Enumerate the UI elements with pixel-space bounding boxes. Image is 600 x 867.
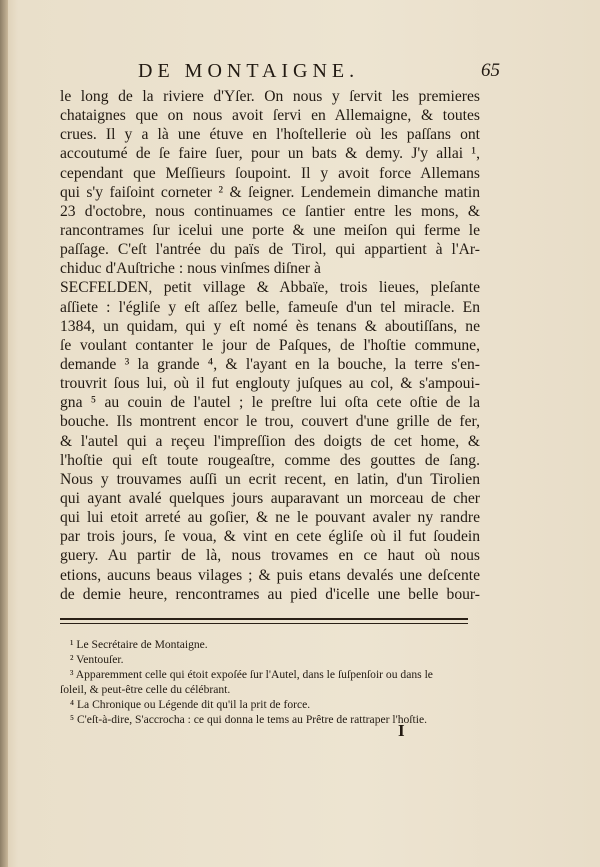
text-line: aſſiete : l'égliſe y eſt aſſez belle, fameuſe d'un tel miracle. En [60,298,480,316]
text-line: qui s'y faiſoint corneter ² & ſeigner. Lendemein dimanche matin [60,183,480,201]
text-line: accoutumé de ſe faire ſuer, pour un bats & demy. J'y allai ¹, [60,145,480,163]
page-number: 65 [481,60,500,81]
footnote: ¹ Le Secrétaire de Montaigne. [70,638,208,651]
text-line: Nous y trouvames auſſi un ecrit recent, en latin, d'un Tirolien [60,470,480,488]
page-header [100,60,500,82]
text-line: par trois jours, ſe voua, & vint en cete égliſe où il fut ſoudein [60,528,480,546]
signature-mark: I [398,721,405,740]
footnote: ⁵ C'eſt-à-dire, S'accrocha : ce qui donna le tems au Prêtre de rattraper l'hoſtie. [70,713,428,726]
text-line: 1384, un quidam, qui y eſt nomé ès tenans & aboutiſſans, ne [60,317,480,335]
text-line: rancontrames ſur icelui une porte & une meiſon qui ferme le [60,221,480,239]
text-line: etions, aucuns beaus vilages ; & puis etans devalés une deſcente [60,566,480,584]
text-line: bouche. Ils montrent encor le trou, couvert d'une grille de fer, [60,413,480,431]
text-line: l'hoſtie qui eſt toute rougeaſtre, comme des gouttes de ſang. [60,451,480,469]
text-line: ſe voulant contanter le jour de Paſques, de l'hoſtie commune, [60,336,480,354]
footnote: ⁴ La Chronique ou Légende dit qu'il la prit de force. [70,698,311,711]
text-line: crues. Il y a là une étuve en l'hoſtellerie où les paſſans ont [60,126,480,144]
text-line: SECFELDEN, petit village & Abbaïe, trois lieues, pleſante [60,279,480,297]
text-line: chiduc d'Auſtriche : nous vinſmes diſner à [60,260,321,278]
page-binding-edge [0,0,8,867]
footnote: ² Ventouſer. [70,653,124,666]
text-line: qui lui etoit arreté au goſier, & ne le pouvant avaler ny randre [60,509,480,527]
text-line: guery. Au partir de là, nous trovames en ce haut où nous [60,547,480,565]
text-line: paſſage. C'eſt l'antrée du païs de Tirol, qui appartient à l'Ar- [60,241,480,259]
text-line: gna ⁵ au couin de l'autel ; le preſtre lui oſta cete oſtie de la [60,394,480,412]
footnote-rule [60,618,468,624]
main-text [60,87,480,604]
text-line: chataignes que on nous avoit ſervi en Allemaigne, & toutes [60,107,480,125]
text-line: trouvrit ſous lui, où il fut englouty juſques au col, & s'ampoui- [60,375,480,393]
text-line: demande ³ la grande ⁴, & l'ayant en la bouche, la terre s'en- [60,355,480,373]
text-line: le long de la riviere d'Yſer. On nous y ſervit les premieres [60,88,480,105]
text-line: cependant que Meſſieurs ſoupoint. Il y avoit force Allemans [60,164,480,182]
footnote: ³ Apparemment celle qui étoit expoſée ſur l'Autel, dans le ſuſpenſoir ou dans le [70,668,433,681]
text-line: 23 d'octobre, nous continuames ce ſantier entre les mons, & [60,202,480,220]
footnote-continuation: ſoleil, & peut-être celle du célébrant. [60,683,231,696]
text-line: & l'autel qui a reçeu l'impreſſion des doigts de cet home, & [60,432,480,450]
running-head: DE MONTAIGNE. [138,60,360,82]
footnotes [60,637,480,727]
text-line: de demie heure, rencontrames au pied d'icelle une belle bour- [60,585,480,603]
text-line: qui ayant avalé quelques jours auparavant un morceau de cher [60,489,480,507]
